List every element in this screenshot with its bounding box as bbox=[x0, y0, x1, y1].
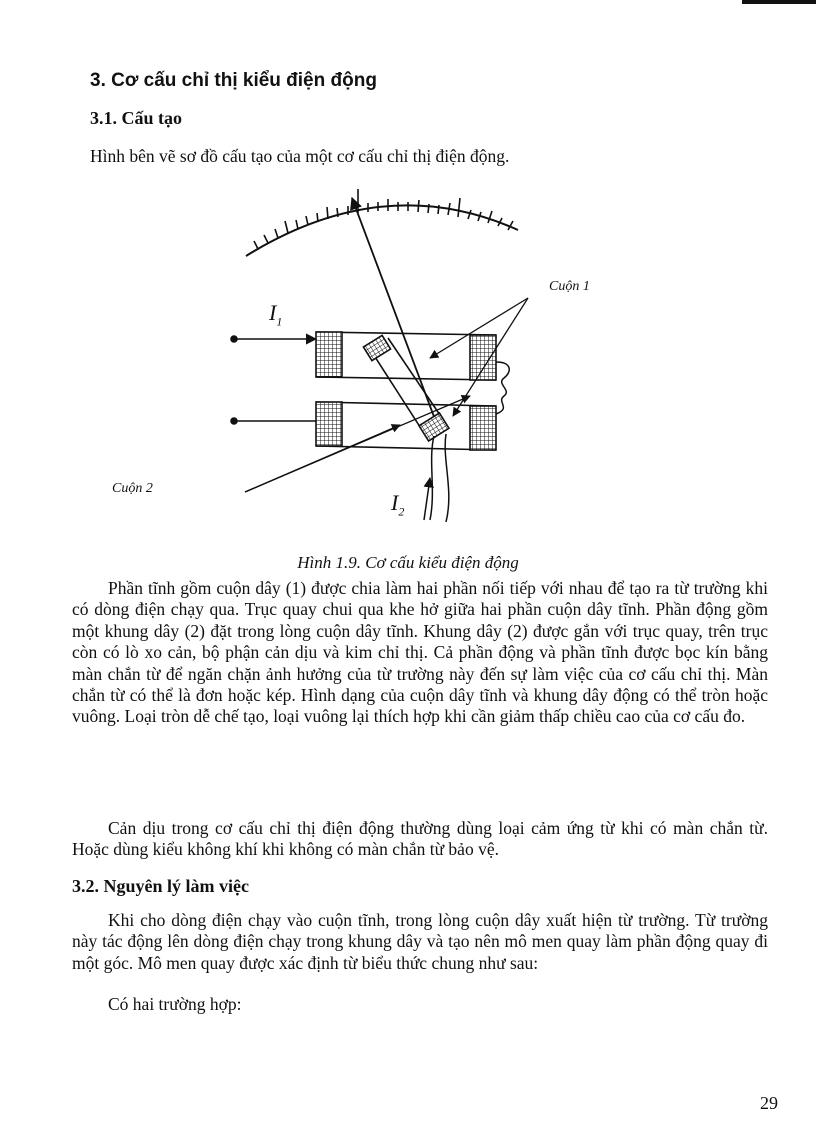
section-title: 3. Cơ cấu chỉ thị kiểu điện động bbox=[90, 70, 377, 91]
paragraph-working-principle: Khi cho dòng điện chạy vào cuộn tĩnh, trong lòng cuộn dây xuất hiện từ trường. Từ trường này tác động lên dòng điện chạy trong khung dây và tạo nên mô men quay làm phần động quay đi một góc. Mô men quay được xác định từ biểu thức chung như sau: bbox=[72, 910, 768, 973]
electrodynamic-mechanism-diagram bbox=[0, 0, 816, 560]
current-i2-arrow bbox=[424, 478, 430, 520]
scale-ticks bbox=[254, 189, 513, 249]
page-number: 29 bbox=[760, 1093, 778, 1113]
paragraph-structure-description: Phần tĩnh gồm cuộn dây (1) được chia làm hai phần nối tiếp với nhau để tạo ra từ trường khi có dòng điện chạy qua. Trục quay chui qua khe hở giữa hai phần cuộn dây tĩnh. Phần động gồm một khung dây (2) đặt trong lòng cuộn dây tĩnh. Khung dây (2) được gắn với trục quay, trên trục còn có lò xo cản, bộ phận cản dịu và kim chỉ thị. Cả phần động và phần tĩnh được bọc kín bằng màn chắn từ để ngăn chặn ảnh hưởng của từ trường này đến sự làm việc của cơ cấu chỉ thị. Màn chắn từ có thể là đơn hoặc kép. Hình dạng của cuộn dây tĩnh và khung dây động có thể tròn hoặc vuông. Loại tròn dễ chế tạo, loại vuông lại thích hợp khi cần giảm thấp chiều cao của cơ cấu đo. bbox=[72, 578, 768, 727]
subsection-title-structure: 3.1. Cấu tạo bbox=[90, 108, 183, 128]
figure-caption: Hình 1.9. Cơ cấu kiểu điện động bbox=[297, 553, 519, 572]
moving-coil bbox=[363, 335, 449, 441]
coil-series-link bbox=[496, 362, 509, 414]
intro-paragraph: Hình bên vẽ sơ đồ cấu tạo của một cơ cấu chỉ thị điện động. bbox=[90, 146, 510, 166]
paragraph-two-cases: Có hai trường hợp: bbox=[108, 994, 242, 1014]
lower-coil bbox=[316, 402, 496, 450]
moving-coil-lead-right bbox=[445, 434, 449, 522]
label-coil-2: Cuộn 2 bbox=[112, 481, 153, 496]
label-current-i1: $I_1$ bbox=[269, 300, 283, 329]
coil2-leader-lines bbox=[245, 396, 470, 492]
label-coil-1: Cuộn 1 bbox=[549, 279, 590, 294]
coil-input-leads bbox=[231, 336, 316, 424]
paragraph-damping: Cản dịu trong cơ cấu chỉ thị điện động thường dùng loại cảm ứng từ khi có màn chắn từ. Hoặc dùng kiểu không khí khi không có màn chắn từ bảo vệ. bbox=[72, 818, 768, 860]
upper-coil bbox=[316, 332, 496, 380]
label-current-i2: $I_2$ bbox=[391, 490, 405, 519]
subsection-title-principle: 3.2. Nguyên lý làm việc bbox=[72, 876, 249, 896]
